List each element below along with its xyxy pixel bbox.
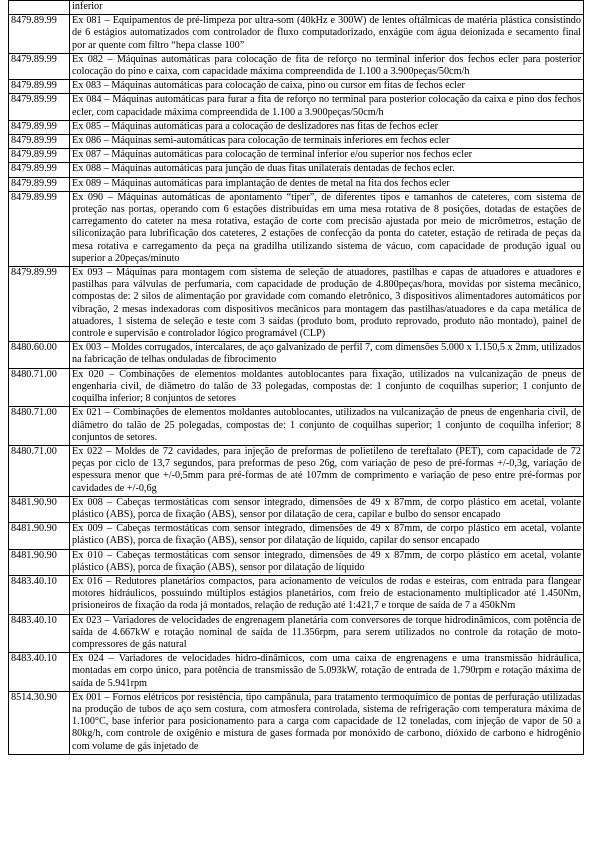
ncm-code-cell: 8480.71.00 [9, 407, 70, 446]
description-cell: Ex 024 – Variadores de velocidades hidro-dinâmicos, com uma caixa de engrenagens e uma transmissão hidráulica, montadas em corpo único, para potência de transmissão de 5.093kW, rotação de entrada de 1.790rpm e rotação máxima de saída de 5.941rpm [70, 653, 584, 692]
ncm-code-cell [9, 1, 70, 15]
table-row [9, 1, 584, 15]
ncm-code-cell: 8483.40.10 [9, 575, 70, 614]
table-row [9, 163, 584, 177]
table-row [9, 120, 584, 134]
description-cell: Ex 087 – Máquinas automáticas para colocação de terminal inferior e/ou superior nos fechos ecler [70, 149, 584, 163]
table-body [9, 1, 584, 755]
ncm-code-cell: 8479.89.99 [9, 80, 70, 94]
ncm-code-cell: 8479.89.99 [9, 267, 70, 342]
table-row [9, 149, 584, 163]
table-row [9, 94, 584, 120]
ncm-code-cell: 8481.90.90 [9, 523, 70, 549]
ncm-code-cell: 8479.89.99 [9, 135, 70, 149]
table-row [9, 135, 584, 149]
ncm-code-cell: 8481.90.90 [9, 496, 70, 522]
table-row [9, 15, 584, 54]
table-row [9, 191, 584, 266]
ncm-code-cell: 8480.71.00 [9, 445, 70, 496]
description-cell: Ex 088 – Máquinas automáticas para junção de duas fitas unilaterais dentadas de fechos ecler. [70, 163, 584, 177]
table-row [9, 53, 584, 79]
table-row [9, 368, 584, 407]
description-cell: Ex 081 – Equipamentos de pré-limpeza por ultra-som (40kHz e 300W) de lentes oftálmicas de matéria plástica consistindo de 6 estágios automatizados com controlador de fluxo computadorizado, enxágüe com água deionizada e secamento final por ar quente com filtro “hepa classe 100” [70, 15, 584, 54]
ncm-code-cell: 8479.89.99 [9, 120, 70, 134]
ncm-code-cell: 8480.60.00 [9, 342, 70, 368]
table-row [9, 445, 584, 496]
description-cell: Ex 021 – Combinações de elementos moldantes autoblocantes, utilizados na vulcanização de pneus de engenharia civil, de diâmetro do talão de 25 polegadas, compostas de: 1 conjunto de coquilhas superior; 1 conjunto de coquilha inferior; 8 conjuntos de setores. [70, 407, 584, 446]
table-row [9, 496, 584, 522]
description-cell: Ex 008 – Cabeças termostáticas com sensor integrado, dimensões de 49 x 87mm, de corpo plástico em acetal, volante plástico (ABS), porca de fixação (ABS), sensor por dilatação de cera, capilar e bulbo do sensor encapado [70, 496, 584, 522]
ncm-code-cell: 8483.40.10 [9, 653, 70, 692]
description-cell: Ex 003 – Moldes corrugados, intercalares, de aço galvanizado de perfil 7, com dimensões 5.000 x 1.150,5 x 2mm, utilizados na fabricação de telhas onduladas de fibrocimento [70, 342, 584, 368]
table-row [9, 614, 584, 653]
tariff-table [8, 0, 584, 755]
table-row [9, 691, 584, 754]
ncm-code-cell: 8479.89.99 [9, 94, 70, 120]
description-cell: Ex 082 – Máquinas automáticas para colocação de fita de reforço no terminal inferior dos fechos ecler para posterior colocação do pino e caixa, com capacidade máxima compreendida de 1.100 a 3.900peças/50cm/h [70, 53, 584, 79]
description-cell: Ex 016 – Redutores planetários compactos, para acionamento de veículos de rodas e esteiras, com entrada para flangear motores hidráulicos, possuindo múltiplos estágios planetários, com freio de estacionamento multiplicador até 1.450Nm, prisioneiros de fixação da roda já montados, relação de redução até 1:421,7 e torque de saída de 7 a 450kNm [70, 575, 584, 614]
ncm-code-cell: 8479.89.99 [9, 177, 70, 191]
table-row [9, 523, 584, 549]
description-cell: Ex 083 – Máquinas automáticas para colocação de caixa, pino ou cursor em fitas de fechos ecler [70, 80, 584, 94]
ncm-code-cell: 8480.71.00 [9, 368, 70, 407]
document-page [8, 0, 584, 755]
description-cell: Ex 093 – Máquinas para montagem com sistema de seleção de atuadores, pastilhas e capas de atuadores e atuadores e pastilhas para válvulas de perfumaria, com capacidade de produção de 4.800peças/hora, movidas por sistema mecânico, compostas de: 2 silos de alimentação por gravidade com comando eletrônico, 3 dispositivos alimentadores automáticos por vibração, 2 mesas indexadoras com dispositivos mecânicos para montagem das pastilhas/atuadores e da capa metálica de atuadores, 1 sistema de seleção e teste com 3 saídas (produto bom, produto reprovado, produto não montado), painel de controle e supervisão e controlador lógico programável (CLP) [70, 267, 584, 342]
description-cell: Ex 022 – Moldes de 72 cavidades, para injeção de preformas de polietileno de tereftalato (PET), com capacidade de 72 peças por ciclo de 13,7 segundos, para preformas de peso 26g, com variação de peso de pré-formas +/-0,3g, variação de espessura menor que +/-0,5mm para pré-formas de até 107mm de comprimento e variação de peso entre pré-formas por cavidades de +/-0,6g [70, 445, 584, 496]
ncm-code-cell: 8481.90.90 [9, 549, 70, 575]
ncm-code-cell: 8483.40.10 [9, 614, 70, 653]
description-cell: Ex 089 – Máquinas automáticas para implantação de dentes de metal na fita dos fechos ecler [70, 177, 584, 191]
table-row [9, 267, 584, 342]
ncm-code-cell: 8479.89.99 [9, 191, 70, 266]
description-cell: Ex 023 – Variadores de velocidades de engrenagem planetária com conversores de torque hidrodinâmicos, com potência de saída de 4.667kW e rotação nominal de saída de 11.356rpm, para serem utilizados no controle da rotação de moto- compressores de gás natural [70, 614, 584, 653]
description-cell: Ex 086 – Máquinas semi-automáticas para colocação de terminais inferiores em fechos ecler [70, 135, 584, 149]
table-row [9, 575, 584, 614]
ncm-code-cell: 8479.89.99 [9, 15, 70, 54]
table-row [9, 177, 584, 191]
table-row [9, 342, 584, 368]
description-cell: inferior [70, 1, 584, 15]
table-row [9, 549, 584, 575]
ncm-code-cell: 8479.89.99 [9, 149, 70, 163]
description-cell: Ex 010 – Cabeças termostáticas com sensor integrado, dimensões de 49 x 87mm, de corpo plástico em acetal, volante plástico (ABS), porca de fixação (ABS), sensor por dilatação de líquido [70, 549, 584, 575]
ncm-code-cell: 8514.30.90 [9, 691, 70, 754]
description-cell: Ex 009 – Cabeças termostáticas com sensor integrado, dimensões de 49 x 87mm, de corpo plástico em acetal, volante plástico (ABS), porca de fixação (ABS), sensor por dilatação de líquido, capilar do sensor encapado [70, 523, 584, 549]
description-cell: Ex 084 – Máquinas automáticas para furar a fita de reforço no terminal para posterior colocação da caixa e pino dos fechos ecler, com capacidade máxima compreendida de 1.100 a 3.900peças/50cm/h [70, 94, 584, 120]
ncm-code-cell: 8479.89.99 [9, 53, 70, 79]
table-row [9, 653, 584, 692]
description-cell: Ex 020 – Combinações de elementos moldantes autoblocantes para fixação, utilizados na vulcanização de pneus de engenharia civil, de diâmetro do talão de 33 polegadas, compostas de: 1 conjunto de coquilhas superior; 1 conjunto de coquilha inferior; 8 conjuntos de setores [70, 368, 584, 407]
table-row [9, 407, 584, 446]
description-cell: Ex 085 – Máquinas automáticas para a colocação de deslizadores nas fitas de fechos ecler [70, 120, 584, 134]
description-cell: Ex 001 – Fornos elétricos por resistência, tipo campânula, para tratamento termoquímico de pontas de perfuração utilizadas na produção de tubos de aço sem costura, com atmosfera controlada, sistema de refrigeração com temperatura máxima de 1.100°C, base inferior para posicionamento para a carga com capacidade de 12 toneladas, com injeção de vapor de 50 a 80kg/h, com controle de oxigênio e mistura de gases formada por monóxido de carbono, dióxido de carbono e hidrogênio com volume de gás injetado de [70, 691, 584, 754]
table-row [9, 80, 584, 94]
ncm-code-cell: 8479.89.99 [9, 163, 70, 177]
description-cell: Ex 090 – Máquinas automáticas de apontamento “tiper”, de diferentes tipos e tamanhos de cateteres, com sistema de proteção nas portas, operando com 6 estações distribuídas em uma mesa rotativa de 8 posições, dotadas de estações de carregamento do cateter na mesa rotativa, estação de corte com precisão ajustada por meio de micrômetros, estação de siliconização para lubrificação dos cateteres, 2 estações de confecção da ponta do cateter, estação de retirada de peças da mesa rotativa e carregamento da peça na gradilha utilizando sistema de vácuo, com capacidade de produção igual ou superior a 20peças/minuto [70, 191, 584, 266]
